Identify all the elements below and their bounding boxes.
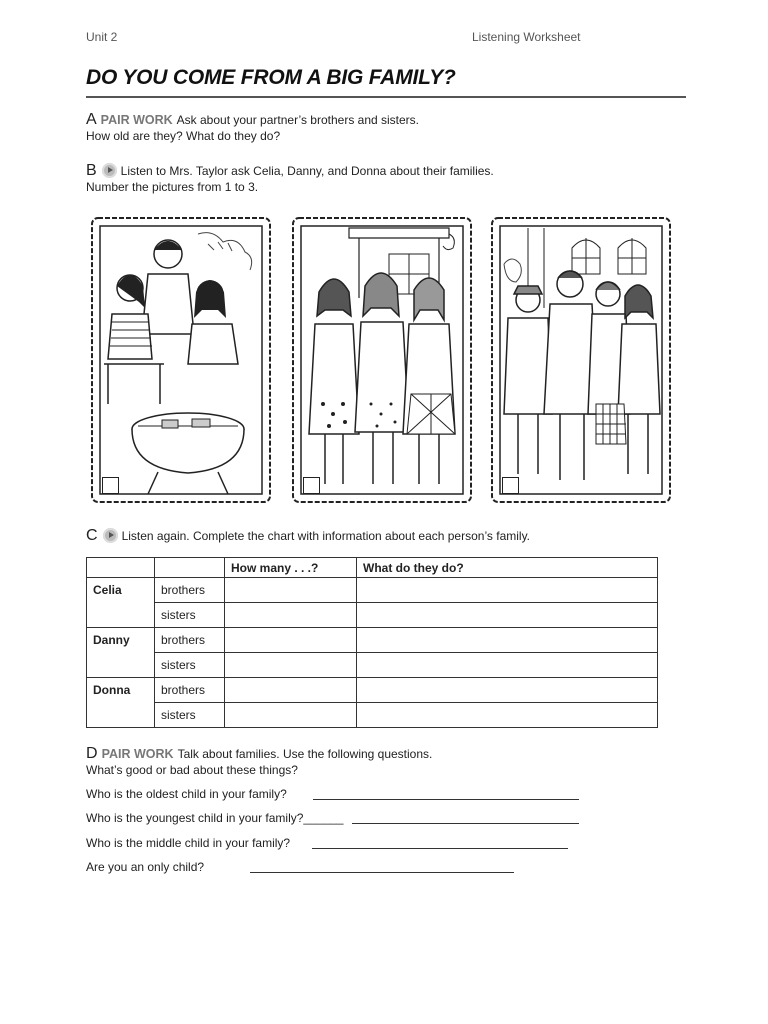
section-b-letter: B	[86, 162, 97, 179]
picture-1-drawing	[88, 214, 274, 506]
question-only-child: Are you an only child?	[86, 860, 205, 874]
picture-2	[289, 214, 475, 506]
chart-header-how-many: How many . . .?	[225, 558, 357, 578]
section-a-pair-work: PAIR WORK	[100, 113, 173, 127]
question-youngest: Who is the youngest child in your family?______	[86, 811, 344, 825]
table-row	[87, 603, 658, 628]
chart-header-blank	[155, 558, 225, 578]
chart-cell-what-do-they-do[interactable]	[357, 603, 658, 628]
answer-line-oldest[interactable]	[313, 799, 579, 800]
section-d	[86, 746, 432, 778]
chart-name-donna: Donna	[87, 678, 155, 728]
chart-cell-how-many[interactable]	[225, 703, 357, 728]
chart-sub-label: sisters	[155, 703, 225, 728]
section-b-line1: Listen to Mrs. Taylor ask Celia, Danny, and Donna about their families.	[120, 164, 494, 178]
answer-line-youngest[interactable]	[352, 823, 579, 824]
section-d-pair-work: PAIR WORK	[101, 747, 174, 761]
title-divider	[86, 96, 686, 98]
section-a	[86, 112, 419, 144]
chart-cell-what-do-they-do[interactable]	[357, 703, 658, 728]
table-row	[87, 703, 658, 728]
audio-play-icon[interactable]	[102, 163, 117, 178]
family-chart	[86, 557, 658, 728]
section-d-line2: What’s good or bad about these things?	[86, 763, 298, 777]
picture-3-drawing	[488, 214, 674, 506]
picture-1	[88, 214, 274, 506]
section-c-letter: C	[86, 527, 98, 544]
section-d-letter: D	[86, 745, 98, 762]
chart-sub-label: brothers	[155, 628, 225, 653]
section-c-line1: Listen again. Complete the chart with information about each person’s family.	[121, 529, 531, 543]
table-row	[87, 628, 658, 653]
audio-play-icon[interactable]	[103, 528, 118, 543]
table-row	[87, 653, 658, 678]
section-b	[86, 163, 494, 195]
chart-cell-what-do-they-do[interactable]	[357, 628, 658, 653]
chart-cell-how-many[interactable]	[225, 628, 357, 653]
section-c	[86, 528, 530, 544]
unit-label: Unit 2	[86, 30, 118, 44]
chart-sub-label: brothers	[155, 678, 225, 703]
chart-cell-what-do-they-do[interactable]	[357, 653, 658, 678]
picture-2-drawing	[289, 214, 475, 506]
chart-cell-how-many[interactable]	[225, 653, 357, 678]
chart-sub-label: sisters	[155, 653, 225, 678]
chart-cell-how-many[interactable]	[225, 578, 357, 603]
question-oldest: Who is the oldest child in your family?	[86, 787, 287, 801]
answer-line-only-child[interactable]	[250, 872, 514, 873]
chart-name-celia: Celia	[87, 578, 155, 628]
chart-sub-label: sisters	[155, 603, 225, 628]
chart-header-what-do-they-do: What do they do?	[357, 558, 658, 578]
table-row	[87, 678, 658, 703]
chart-cell-what-do-they-do[interactable]	[357, 678, 658, 703]
picture-2-number-box[interactable]	[303, 477, 320, 494]
section-a-line2: How old are they? What do they do?	[86, 129, 281, 143]
picture-3-number-box[interactable]	[502, 477, 519, 494]
section-a-letter: A	[86, 111, 97, 128]
question-middle: Who is the middle child in your family?	[86, 836, 291, 850]
picture-3	[488, 214, 674, 506]
chart-cell-what-do-they-do[interactable]	[357, 578, 658, 603]
chart-cell-how-many[interactable]	[225, 678, 357, 703]
section-d-line1: Talk about families. Use the following questions.	[177, 747, 433, 761]
chart-header-row	[87, 558, 658, 578]
chart-cell-how-many[interactable]	[225, 603, 357, 628]
chart-header-blank	[87, 558, 155, 578]
section-a-line1: Ask about your partner’s brothers and sisters.	[176, 113, 420, 127]
chart-sub-label: brothers	[155, 578, 225, 603]
chart-name-danny: Danny	[87, 628, 155, 678]
worksheet-label: Listening Worksheet	[472, 30, 581, 44]
table-row	[87, 578, 658, 603]
answer-line-middle[interactable]	[312, 848, 568, 849]
page-title: DO YOU COME FROM A BIG FAMILY?	[86, 66, 456, 89]
picture-1-number-box[interactable]	[102, 477, 119, 494]
section-b-line2: Number the pictures from 1 to 3.	[86, 180, 259, 194]
